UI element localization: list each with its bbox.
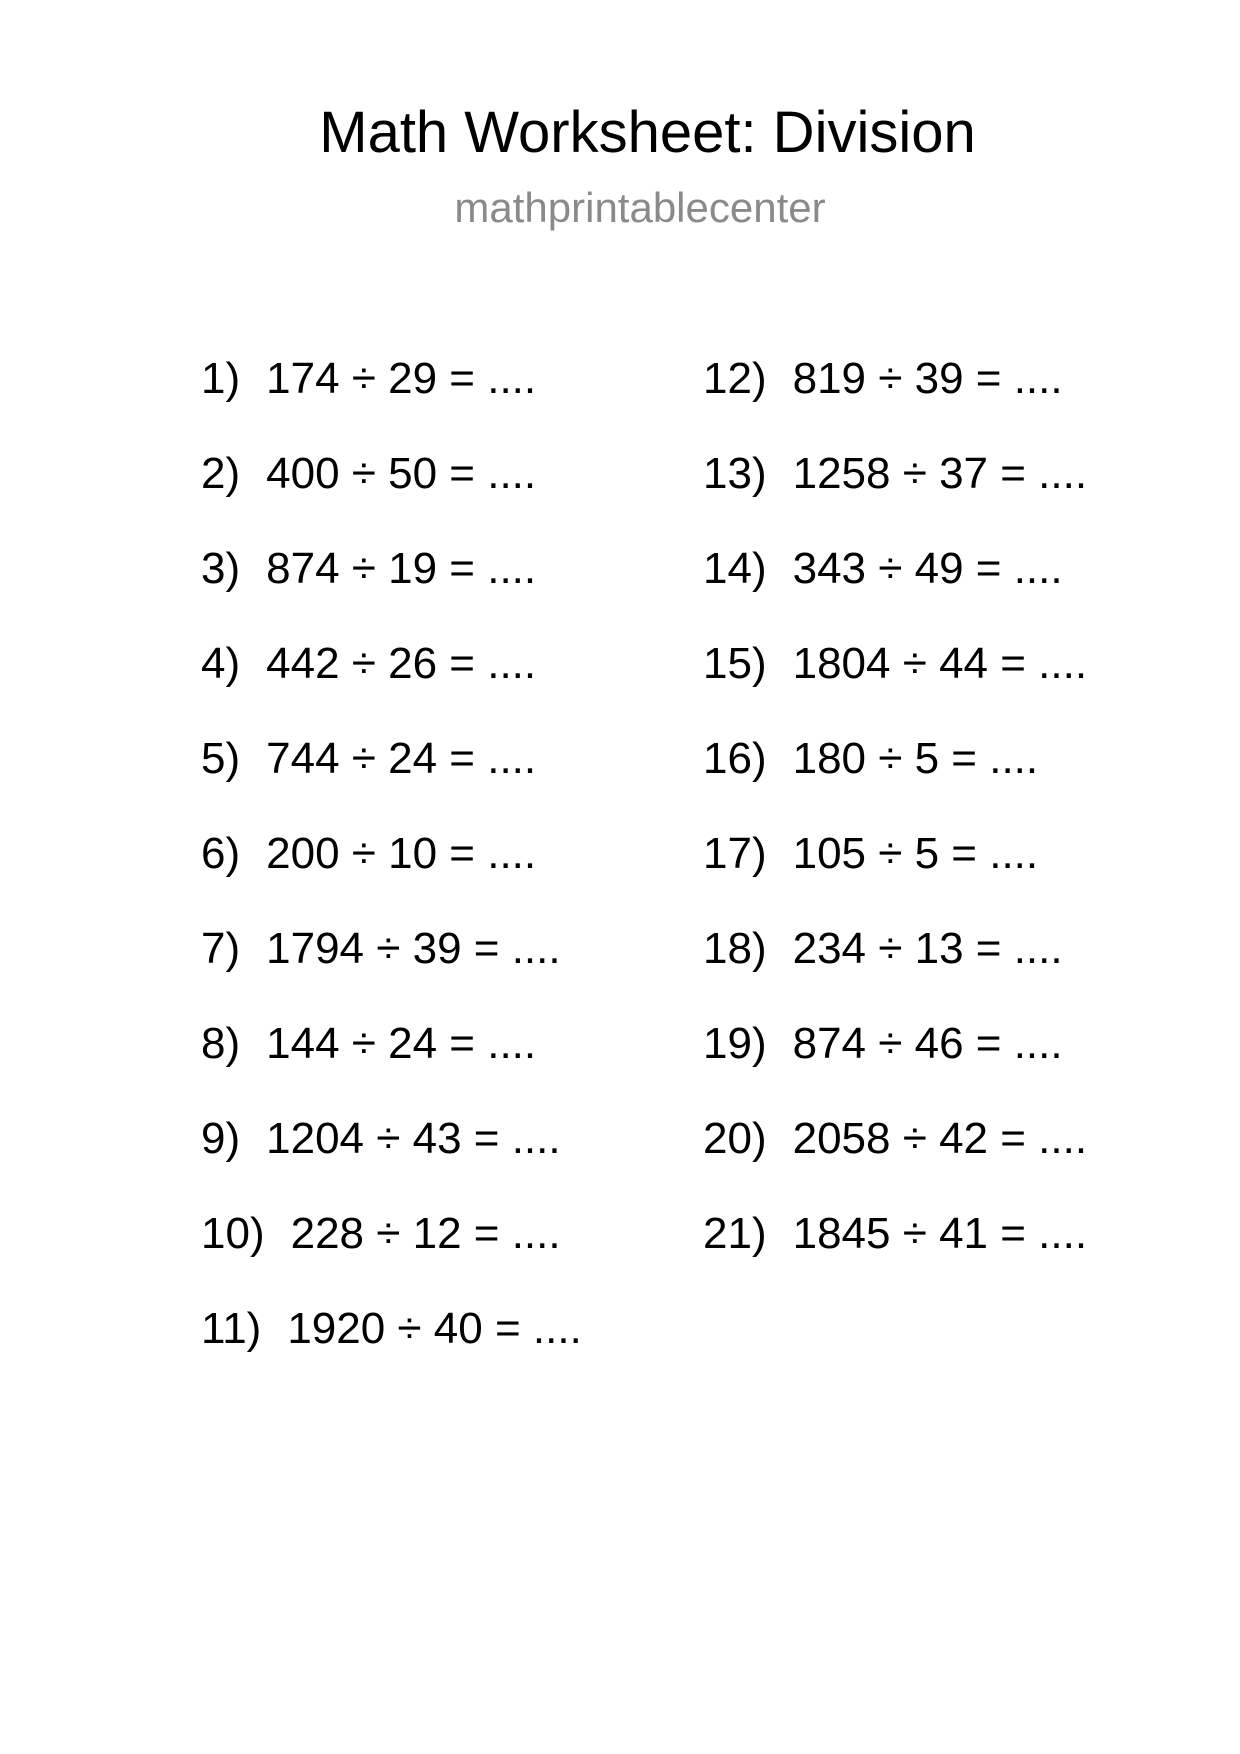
problem-expression: 744 ÷ 24 = ....	[266, 734, 537, 783]
problem-number: 19)	[703, 1019, 767, 1068]
problem-expression: 144 ÷ 24 = ....	[266, 1019, 537, 1068]
problem-4	[201, 634, 582, 729]
problem-expression: 234 ÷ 13 = ....	[792, 924, 1063, 973]
problem-18	[703, 919, 1087, 1014]
problem-1	[201, 349, 582, 444]
problem-number: 3)	[201, 544, 241, 593]
problem-number: 8)	[201, 1019, 241, 1068]
problem-expression: 874 ÷ 46 = ....	[792, 1019, 1063, 1068]
problem-5	[201, 729, 582, 824]
problem-number: 21)	[703, 1209, 767, 1258]
problem-number: 16)	[703, 734, 767, 783]
problem-number: 5)	[201, 734, 241, 783]
problem-7	[201, 919, 582, 1014]
problem-13	[703, 444, 1087, 539]
problem-expression: 819 ÷ 39 = ....	[792, 354, 1063, 403]
problem-expression: 105 ÷ 5 = ....	[792, 829, 1039, 878]
problem-number: 20)	[703, 1114, 767, 1163]
problem-20	[703, 1109, 1087, 1204]
problem-expression: 874 ÷ 19 = ....	[266, 544, 537, 593]
problem-number: 10)	[201, 1209, 265, 1258]
problem-number: 7)	[201, 924, 241, 973]
problem-16	[703, 729, 1087, 824]
problems-right-column	[703, 349, 1087, 1299]
problem-2	[201, 444, 582, 539]
problem-expression: 1804 ÷ 44 = ....	[792, 639, 1088, 688]
problem-number: 14)	[703, 544, 767, 593]
problem-expression: 200 ÷ 10 = ....	[266, 829, 537, 878]
problem-number: 2)	[201, 449, 241, 498]
problem-10	[201, 1204, 582, 1299]
problem-number: 18)	[703, 924, 767, 973]
problem-expression: 343 ÷ 49 = ....	[792, 544, 1063, 593]
problem-expression: 228 ÷ 12 = ....	[290, 1209, 561, 1258]
problem-15	[703, 634, 1087, 729]
problem-number: 17)	[703, 829, 767, 878]
page-subtitle: mathprintablecenter	[454, 184, 826, 231]
problem-21	[703, 1204, 1087, 1299]
problem-17	[703, 824, 1087, 919]
problem-number: 12)	[703, 354, 767, 403]
problem-expression: 1845 ÷ 41 = ....	[792, 1209, 1088, 1258]
problem-number: 15)	[703, 639, 767, 688]
problem-expression: 1204 ÷ 43 = ....	[266, 1114, 561, 1163]
problems-left-column	[201, 349, 582, 1394]
page-title: Math Worksheet: Division	[319, 100, 976, 165]
problem-number: 11)	[201, 1304, 262, 1353]
problem-number: 4)	[201, 639, 241, 688]
problem-number: 9)	[201, 1114, 241, 1163]
problem-11	[201, 1299, 582, 1394]
problem-expression: 180 ÷ 5 = ....	[792, 734, 1039, 783]
problem-12	[703, 349, 1087, 444]
problem-expression: 1920 ÷ 40 = ....	[287, 1304, 582, 1353]
problem-expression: 1258 ÷ 37 = ....	[792, 449, 1088, 498]
problem-14	[703, 539, 1087, 634]
problem-8	[201, 1014, 582, 1109]
problem-3	[201, 539, 582, 634]
problem-6	[201, 824, 582, 919]
problem-number: 13)	[703, 449, 767, 498]
problem-expression: 442 ÷ 26 = ....	[266, 639, 537, 688]
problem-expression: 1794 ÷ 39 = ....	[266, 924, 561, 973]
problem-expression: 400 ÷ 50 = ....	[266, 449, 537, 498]
problem-number: 1)	[201, 354, 241, 403]
problem-expression: 2058 ÷ 42 = ....	[792, 1114, 1088, 1163]
problem-9	[201, 1109, 582, 1204]
problem-expression: 174 ÷ 29 = ....	[266, 354, 537, 403]
problem-number: 6)	[201, 829, 241, 878]
problem-19	[703, 1014, 1087, 1109]
